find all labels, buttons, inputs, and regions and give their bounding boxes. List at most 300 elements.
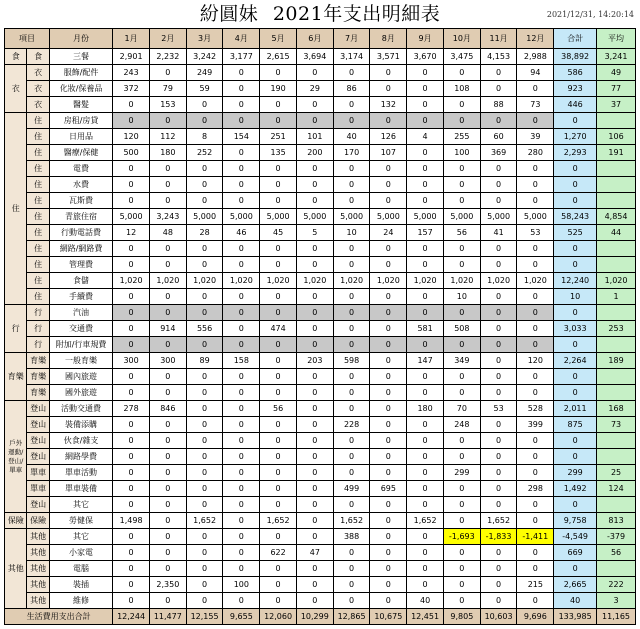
- month-value-cell[interactable]: 0: [443, 545, 480, 561]
- month-value-cell[interactable]: 0: [186, 385, 223, 401]
- month-value-cell[interactable]: 0: [149, 161, 186, 177]
- month-value-cell[interactable]: 249: [186, 65, 223, 81]
- month-value-cell[interactable]: 39: [517, 129, 554, 145]
- month-value-cell[interactable]: 0: [443, 385, 480, 401]
- month-value-cell[interactable]: 0: [149, 497, 186, 513]
- month-value-cell[interactable]: 0: [333, 561, 370, 577]
- month-value-cell[interactable]: 0: [370, 593, 407, 609]
- month-value-cell[interactable]: 0: [407, 433, 444, 449]
- month-value-cell[interactable]: 0: [260, 561, 297, 577]
- month-value-cell[interactable]: 0: [296, 401, 333, 417]
- month-value-cell[interactable]: 73: [517, 97, 554, 113]
- month-value-cell[interactable]: 0: [333, 401, 370, 417]
- month-value-cell[interactable]: 695: [370, 481, 407, 497]
- month-value-cell[interactable]: 0: [149, 369, 186, 385]
- month-value-cell[interactable]: 0: [149, 289, 186, 305]
- month-value-cell[interactable]: 0: [260, 337, 297, 353]
- month-value-cell[interactable]: 180: [149, 145, 186, 161]
- month-value-cell[interactable]: 0: [186, 193, 223, 209]
- month-value-cell[interactable]: 0: [260, 193, 297, 209]
- month-value-cell[interactable]: 0: [407, 369, 444, 385]
- month-value-cell[interactable]: 0: [113, 481, 150, 497]
- month-value-cell[interactable]: 1,652: [407, 513, 444, 529]
- month-value-cell[interactable]: 0: [370, 257, 407, 273]
- month-value-cell[interactable]: 0: [370, 465, 407, 481]
- month-value-cell[interactable]: 3,174: [333, 49, 370, 65]
- month-value-cell[interactable]: 0: [260, 481, 297, 497]
- month-value-cell[interactable]: 0: [223, 545, 260, 561]
- month-value-cell[interactable]: 89: [186, 353, 223, 369]
- month-value-cell[interactable]: 0: [407, 145, 444, 161]
- month-value-cell[interactable]: 0: [113, 561, 150, 577]
- month-value-cell[interactable]: 0: [443, 97, 480, 113]
- month-value-cell[interactable]: 5,000: [517, 209, 554, 225]
- month-value-cell[interactable]: 0: [186, 593, 223, 609]
- month-value-cell[interactable]: 0: [370, 545, 407, 561]
- month-value-cell[interactable]: 120: [113, 129, 150, 145]
- month-value-cell[interactable]: 0: [370, 321, 407, 337]
- month-value-cell[interactable]: 300: [113, 353, 150, 369]
- month-value-cell[interactable]: 0: [186, 561, 223, 577]
- month-value-cell[interactable]: 0: [186, 113, 223, 129]
- month-value-cell[interactable]: 251: [260, 129, 297, 145]
- month-value-cell[interactable]: 0: [480, 369, 517, 385]
- month-value-cell[interactable]: 0: [296, 321, 333, 337]
- month-value-cell[interactable]: 0: [407, 177, 444, 193]
- month-value-cell[interactable]: 0: [296, 433, 333, 449]
- month-value-cell[interactable]: 47: [296, 545, 333, 561]
- month-value-cell[interactable]: 228: [333, 417, 370, 433]
- month-value-cell[interactable]: 0: [260, 161, 297, 177]
- month-value-cell[interactable]: 0: [333, 177, 370, 193]
- month-value-cell[interactable]: 1,498: [113, 513, 150, 529]
- month-value-cell[interactable]: 0: [480, 465, 517, 481]
- month-value-cell[interactable]: 0: [407, 193, 444, 209]
- month-value-cell[interactable]: 1,652: [480, 513, 517, 529]
- month-value-cell[interactable]: 0: [149, 433, 186, 449]
- month-value-cell[interactable]: 0: [370, 337, 407, 353]
- month-value-cell[interactable]: 1,020: [149, 273, 186, 289]
- month-value-cell[interactable]: 0: [333, 385, 370, 401]
- month-value-cell[interactable]: 3,177: [223, 49, 260, 65]
- month-value-cell[interactable]: 0: [223, 401, 260, 417]
- month-value-cell[interactable]: 0: [260, 177, 297, 193]
- month-value-cell[interactable]: 0: [480, 353, 517, 369]
- month-value-cell[interactable]: 0: [443, 369, 480, 385]
- month-value-cell[interactable]: 215: [517, 577, 554, 593]
- month-value-cell[interactable]: 0: [517, 321, 554, 337]
- month-value-cell[interactable]: 0: [149, 177, 186, 193]
- month-value-cell[interactable]: 2,615: [260, 49, 297, 65]
- month-value-cell[interactable]: 0: [480, 321, 517, 337]
- month-value-cell[interactable]: 0: [370, 305, 407, 321]
- month-value-cell[interactable]: 0: [407, 417, 444, 433]
- month-value-cell[interactable]: 8: [186, 129, 223, 145]
- month-value-cell[interactable]: 0: [517, 113, 554, 129]
- month-value-cell[interactable]: 0: [260, 417, 297, 433]
- month-value-cell[interactable]: 298: [517, 481, 554, 497]
- month-value-cell[interactable]: 0: [149, 193, 186, 209]
- month-value-cell[interactable]: 0: [223, 561, 260, 577]
- month-value-cell[interactable]: 154: [223, 129, 260, 145]
- month-value-cell[interactable]: 0: [370, 417, 407, 433]
- month-value-cell[interactable]: 1,020: [296, 273, 333, 289]
- month-value-cell[interactable]: 0: [113, 337, 150, 353]
- month-value-cell[interactable]: 0: [443, 497, 480, 513]
- month-value-cell[interactable]: 200: [296, 145, 333, 161]
- month-value-cell[interactable]: 0: [296, 593, 333, 609]
- month-value-cell[interactable]: 0: [480, 81, 517, 97]
- month-value-cell[interactable]: 0: [333, 193, 370, 209]
- month-value-cell[interactable]: 0: [186, 161, 223, 177]
- month-value-cell[interactable]: 0: [186, 257, 223, 273]
- month-value-cell[interactable]: 0: [333, 497, 370, 513]
- month-value-cell[interactable]: 0: [517, 337, 554, 353]
- month-value-cell[interactable]: 0: [260, 385, 297, 401]
- month-value-cell[interactable]: 0: [260, 257, 297, 273]
- month-value-cell[interactable]: 0: [333, 337, 370, 353]
- month-value-cell[interactable]: 0: [113, 321, 150, 337]
- month-value-cell[interactable]: 0: [186, 97, 223, 113]
- month-value-cell[interactable]: 0: [443, 241, 480, 257]
- month-value-cell[interactable]: 0: [517, 81, 554, 97]
- month-value-cell[interactable]: 0: [223, 161, 260, 177]
- month-value-cell[interactable]: 0: [296, 417, 333, 433]
- month-value-cell[interactable]: 0: [149, 417, 186, 433]
- month-value-cell[interactable]: 1,020: [443, 273, 480, 289]
- month-value-cell[interactable]: 53: [517, 225, 554, 241]
- month-value-cell[interactable]: 0: [407, 385, 444, 401]
- month-value-cell[interactable]: 203: [296, 353, 333, 369]
- month-value-cell[interactable]: 0: [149, 385, 186, 401]
- month-value-cell[interactable]: 101: [296, 129, 333, 145]
- month-value-cell[interactable]: 0: [370, 161, 407, 177]
- month-value-cell[interactable]: 0: [186, 481, 223, 497]
- month-value-cell[interactable]: 0: [370, 177, 407, 193]
- month-value-cell[interactable]: 0: [443, 513, 480, 529]
- month-value-cell[interactable]: 0: [223, 97, 260, 113]
- month-value-cell[interactable]: 0: [443, 433, 480, 449]
- month-value-cell[interactable]: 1,652: [186, 513, 223, 529]
- month-value-cell[interactable]: 0: [480, 289, 517, 305]
- month-value-cell[interactable]: 41: [480, 225, 517, 241]
- month-value-cell[interactable]: 252: [186, 145, 223, 161]
- month-value-cell[interactable]: 0: [260, 305, 297, 321]
- month-value-cell[interactable]: 0: [186, 449, 223, 465]
- month-value-cell[interactable]: 0: [480, 241, 517, 257]
- month-value-cell[interactable]: 100: [223, 577, 260, 593]
- month-value-cell[interactable]: 369: [480, 145, 517, 161]
- month-value-cell[interactable]: 0: [223, 385, 260, 401]
- month-value-cell[interactable]: 0: [186, 417, 223, 433]
- month-value-cell[interactable]: 0: [333, 161, 370, 177]
- month-value-cell[interactable]: 0: [223, 65, 260, 81]
- month-value-cell[interactable]: 59: [186, 81, 223, 97]
- month-value-cell[interactable]: 0: [296, 161, 333, 177]
- month-value-cell[interactable]: 88: [480, 97, 517, 113]
- month-value-cell[interactable]: 1,020: [517, 273, 554, 289]
- month-value-cell[interactable]: 0: [407, 545, 444, 561]
- month-value-cell[interactable]: 0: [296, 529, 333, 545]
- month-value-cell[interactable]: 0: [480, 449, 517, 465]
- month-value-cell[interactable]: 108: [443, 81, 480, 97]
- month-value-cell[interactable]: 0: [113, 113, 150, 129]
- month-value-cell[interactable]: 278: [113, 401, 150, 417]
- month-value-cell[interactable]: 0: [186, 465, 223, 481]
- month-value-cell[interactable]: 0: [149, 449, 186, 465]
- month-value-cell[interactable]: 0: [480, 545, 517, 561]
- month-value-cell[interactable]: 0: [370, 433, 407, 449]
- month-value-cell[interactable]: 0: [370, 449, 407, 465]
- month-value-cell[interactable]: 56: [260, 401, 297, 417]
- month-value-cell[interactable]: 622: [260, 545, 297, 561]
- month-value-cell[interactable]: 3,242: [186, 49, 223, 65]
- month-value-cell[interactable]: 499: [333, 481, 370, 497]
- month-value-cell[interactable]: 508: [443, 321, 480, 337]
- month-value-cell[interactable]: 1,020: [407, 273, 444, 289]
- month-value-cell[interactable]: 45: [260, 225, 297, 241]
- month-value-cell[interactable]: 0: [260, 97, 297, 113]
- month-value-cell[interactable]: 0: [443, 481, 480, 497]
- month-value-cell[interactable]: 0: [370, 193, 407, 209]
- month-value-cell[interactable]: 2,901: [113, 49, 150, 65]
- month-value-cell[interactable]: 243: [113, 65, 150, 81]
- month-value-cell[interactable]: 0: [517, 593, 554, 609]
- month-value-cell[interactable]: 0: [223, 337, 260, 353]
- month-value-cell[interactable]: 0: [149, 465, 186, 481]
- month-value-cell[interactable]: 255: [443, 129, 480, 145]
- month-value-cell[interactable]: 5,000: [113, 209, 150, 225]
- month-value-cell[interactable]: 0: [517, 257, 554, 273]
- month-value-cell[interactable]: 0: [296, 305, 333, 321]
- month-value-cell[interactable]: 0: [260, 289, 297, 305]
- month-value-cell[interactable]: 0: [333, 369, 370, 385]
- month-value-cell[interactable]: 0: [443, 337, 480, 353]
- month-value-cell[interactable]: 0: [407, 113, 444, 129]
- month-value-cell[interactable]: 0: [480, 417, 517, 433]
- month-value-cell[interactable]: 581: [407, 321, 444, 337]
- month-value-cell[interactable]: 0: [223, 305, 260, 321]
- month-value-cell[interactable]: 60: [480, 129, 517, 145]
- month-value-cell[interactable]: 0: [480, 481, 517, 497]
- month-value-cell[interactable]: 190: [260, 81, 297, 97]
- month-value-cell[interactable]: 0: [296, 497, 333, 513]
- month-value-cell[interactable]: 0: [296, 337, 333, 353]
- month-value-cell[interactable]: 0: [480, 65, 517, 81]
- month-value-cell[interactable]: 0: [443, 161, 480, 177]
- month-value-cell[interactable]: 299: [443, 465, 480, 481]
- month-value-cell[interactable]: 0: [517, 289, 554, 305]
- month-value-cell[interactable]: 0: [149, 337, 186, 353]
- month-value-cell[interactable]: 0: [260, 529, 297, 545]
- month-value-cell[interactable]: 0: [260, 353, 297, 369]
- month-value-cell[interactable]: 0: [517, 177, 554, 193]
- month-value-cell[interactable]: 0: [296, 369, 333, 385]
- month-value-cell[interactable]: 0: [443, 561, 480, 577]
- month-value-cell[interactable]: 0: [517, 497, 554, 513]
- month-value-cell[interactable]: 0: [407, 465, 444, 481]
- month-value-cell[interactable]: 0: [113, 593, 150, 609]
- month-value-cell[interactable]: 5,000: [333, 209, 370, 225]
- month-value-cell[interactable]: 0: [443, 593, 480, 609]
- month-value-cell[interactable]: 0: [260, 497, 297, 513]
- month-value-cell[interactable]: 1,020: [113, 273, 150, 289]
- month-value-cell[interactable]: 399: [517, 417, 554, 433]
- month-value-cell[interactable]: 0: [296, 113, 333, 129]
- month-value-cell[interactable]: 349: [443, 353, 480, 369]
- month-value-cell[interactable]: 0: [186, 369, 223, 385]
- month-value-cell[interactable]: 0: [333, 321, 370, 337]
- month-value-cell[interactable]: 0: [223, 481, 260, 497]
- month-value-cell[interactable]: 0: [113, 433, 150, 449]
- month-value-cell[interactable]: 0: [113, 177, 150, 193]
- month-value-cell[interactable]: 86: [333, 81, 370, 97]
- month-value-cell[interactable]: 372: [113, 81, 150, 97]
- month-value-cell[interactable]: 0: [296, 97, 333, 113]
- month-value-cell[interactable]: 0: [407, 337, 444, 353]
- month-value-cell[interactable]: 0: [113, 385, 150, 401]
- month-value-cell[interactable]: 5,000: [296, 209, 333, 225]
- month-value-cell[interactable]: 474: [260, 321, 297, 337]
- month-value-cell[interactable]: 12: [113, 225, 150, 241]
- month-value-cell[interactable]: 0: [223, 417, 260, 433]
- month-value-cell[interactable]: 0: [149, 481, 186, 497]
- month-value-cell[interactable]: 5: [296, 225, 333, 241]
- month-value-cell[interactable]: 0: [296, 257, 333, 273]
- month-value-cell[interactable]: 0: [149, 529, 186, 545]
- month-value-cell[interactable]: 0: [296, 481, 333, 497]
- month-value-cell[interactable]: 0: [296, 289, 333, 305]
- month-value-cell[interactable]: 0: [223, 321, 260, 337]
- month-value-cell[interactable]: 0: [149, 545, 186, 561]
- month-value-cell[interactable]: 0: [113, 465, 150, 481]
- month-value-cell[interactable]: 0: [113, 193, 150, 209]
- month-value-cell[interactable]: 0: [260, 593, 297, 609]
- month-value-cell[interactable]: 147: [407, 353, 444, 369]
- month-value-cell[interactable]: 0: [260, 113, 297, 129]
- month-value-cell[interactable]: 0: [370, 241, 407, 257]
- month-value-cell[interactable]: 0: [407, 161, 444, 177]
- month-value-cell[interactable]: 0: [149, 593, 186, 609]
- month-value-cell[interactable]: 0: [113, 449, 150, 465]
- month-value-cell[interactable]: -1,833: [480, 529, 517, 545]
- month-value-cell[interactable]: 5,000: [370, 209, 407, 225]
- month-value-cell[interactable]: 388: [333, 529, 370, 545]
- month-value-cell[interactable]: 0: [186, 305, 223, 321]
- month-value-cell[interactable]: 112: [149, 129, 186, 145]
- month-value-cell[interactable]: 0: [407, 97, 444, 113]
- month-value-cell[interactable]: 5,000: [480, 209, 517, 225]
- month-value-cell[interactable]: 300: [149, 353, 186, 369]
- month-value-cell[interactable]: 0: [480, 305, 517, 321]
- month-value-cell[interactable]: 0: [223, 369, 260, 385]
- month-value-cell[interactable]: 4,153: [480, 49, 517, 65]
- month-value-cell[interactable]: 0: [480, 561, 517, 577]
- month-value-cell[interactable]: 0: [517, 385, 554, 401]
- month-value-cell[interactable]: 24: [370, 225, 407, 241]
- month-value-cell[interactable]: 0: [407, 81, 444, 97]
- month-value-cell[interactable]: 0: [149, 305, 186, 321]
- month-value-cell[interactable]: 0: [443, 113, 480, 129]
- month-value-cell[interactable]: 0: [260, 465, 297, 481]
- month-value-cell[interactable]: 0: [333, 449, 370, 465]
- month-value-cell[interactable]: 0: [113, 161, 150, 177]
- month-value-cell[interactable]: 180: [407, 401, 444, 417]
- month-value-cell[interactable]: 0: [223, 145, 260, 161]
- month-value-cell[interactable]: 0: [333, 577, 370, 593]
- month-value-cell[interactable]: 0: [517, 193, 554, 209]
- month-value-cell[interactable]: 0: [113, 417, 150, 433]
- month-value-cell[interactable]: 94: [517, 65, 554, 81]
- month-value-cell[interactable]: 0: [370, 289, 407, 305]
- month-value-cell[interactable]: 0: [517, 449, 554, 465]
- month-value-cell[interactable]: 0: [223, 513, 260, 529]
- month-value-cell[interactable]: 0: [443, 193, 480, 209]
- month-value-cell[interactable]: 0: [113, 241, 150, 257]
- month-value-cell[interactable]: 0: [186, 433, 223, 449]
- month-value-cell[interactable]: 0: [333, 97, 370, 113]
- month-value-cell[interactable]: 0: [407, 257, 444, 273]
- month-value-cell[interactable]: 0: [113, 497, 150, 513]
- month-value-cell[interactable]: 5,000: [260, 209, 297, 225]
- month-value-cell[interactable]: 0: [480, 497, 517, 513]
- month-value-cell[interactable]: 5,000: [223, 209, 260, 225]
- month-value-cell[interactable]: 0: [480, 433, 517, 449]
- month-value-cell[interactable]: 0: [480, 113, 517, 129]
- month-value-cell[interactable]: 3,475: [443, 49, 480, 65]
- month-value-cell[interactable]: 500: [113, 145, 150, 161]
- month-value-cell[interactable]: 1,020: [260, 273, 297, 289]
- month-value-cell[interactable]: 0: [186, 497, 223, 513]
- month-value-cell[interactable]: 0: [517, 545, 554, 561]
- month-value-cell[interactable]: 0: [186, 177, 223, 193]
- month-value-cell[interactable]: 0: [186, 529, 223, 545]
- month-value-cell[interactable]: 0: [480, 193, 517, 209]
- month-value-cell[interactable]: 0: [517, 369, 554, 385]
- month-value-cell[interactable]: 0: [517, 561, 554, 577]
- month-value-cell[interactable]: 846: [149, 401, 186, 417]
- month-value-cell[interactable]: 0: [223, 497, 260, 513]
- month-value-cell[interactable]: 528: [517, 401, 554, 417]
- month-value-cell[interactable]: 556: [186, 321, 223, 337]
- month-value-cell[interactable]: 0: [443, 257, 480, 273]
- month-value-cell[interactable]: 0: [443, 65, 480, 81]
- month-value-cell[interactable]: 0: [186, 577, 223, 593]
- month-value-cell[interactable]: 0: [370, 513, 407, 529]
- month-value-cell[interactable]: 53: [480, 401, 517, 417]
- month-value-cell[interactable]: 0: [370, 81, 407, 97]
- month-value-cell[interactable]: 0: [370, 65, 407, 81]
- month-value-cell[interactable]: 0: [113, 577, 150, 593]
- month-value-cell[interactable]: 0: [517, 161, 554, 177]
- month-value-cell[interactable]: 0: [407, 529, 444, 545]
- month-value-cell[interactable]: 0: [223, 593, 260, 609]
- month-value-cell[interactable]: 0: [407, 577, 444, 593]
- month-value-cell[interactable]: 0: [333, 433, 370, 449]
- month-value-cell[interactable]: 5,000: [186, 209, 223, 225]
- month-value-cell[interactable]: 158: [223, 353, 260, 369]
- month-value-cell[interactable]: 0: [333, 113, 370, 129]
- month-value-cell[interactable]: 0: [407, 561, 444, 577]
- month-value-cell[interactable]: 0: [296, 577, 333, 593]
- month-value-cell[interactable]: 0: [370, 113, 407, 129]
- month-value-cell[interactable]: 0: [443, 305, 480, 321]
- month-value-cell[interactable]: 3,571: [370, 49, 407, 65]
- month-value-cell[interactable]: 46: [223, 225, 260, 241]
- month-value-cell[interactable]: 0: [223, 433, 260, 449]
- month-value-cell[interactable]: 0: [407, 481, 444, 497]
- month-value-cell[interactable]: 0: [113, 257, 150, 273]
